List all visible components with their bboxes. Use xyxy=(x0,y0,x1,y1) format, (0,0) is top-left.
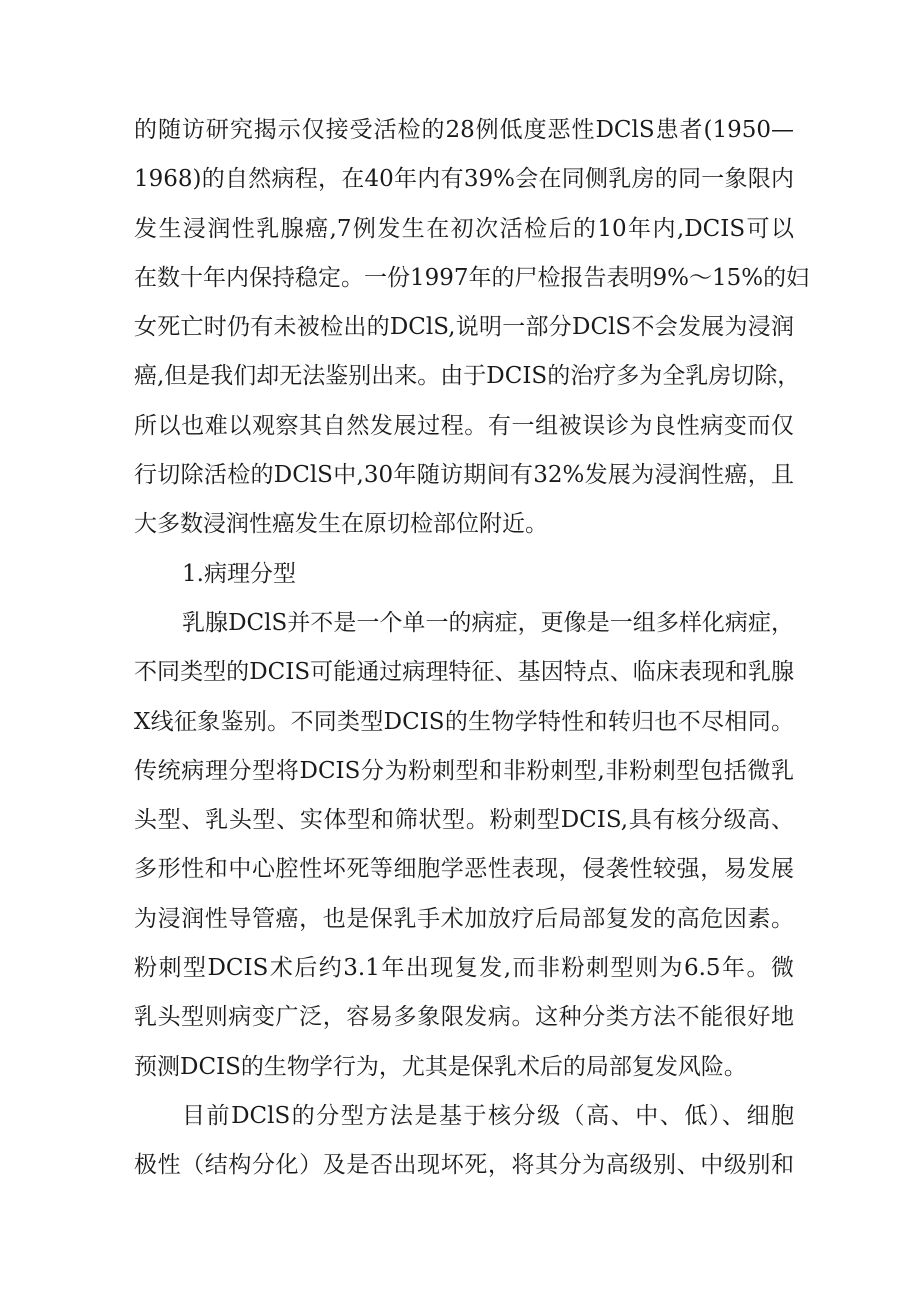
text-line: 女死亡时仍有未被检出的DClS,说明一部分DClS不会发展为浸润 xyxy=(134,314,794,341)
text-line: 乳腺DClS并不是一个单一的病症，更像是一组多样化病症， xyxy=(182,609,794,636)
section-heading: 1.病理分型 xyxy=(182,560,296,587)
text-line: 大多数浸润性癌发生在原切检部位附近。 xyxy=(134,511,548,538)
text-line: 1968)的自然病程，在40年内有39%会在同侧乳房的同一象限内 xyxy=(134,166,794,193)
text-line: 预测DCIS的生物学行为，尤其是保乳术后的局部复发风险。 xyxy=(134,1053,747,1080)
text-line: 不同类型的DCIS可能通过病理特征、基因特点、临床表现和乳腺 xyxy=(134,659,794,686)
paragraph-natural-history xyxy=(134,110,810,554)
text-line: 行切除活检的DClS中,30年随访期间有32%发展为浸润性癌，且 xyxy=(134,462,794,489)
text-line: 所以也难以观察其自然发展过程。有一组被误诊为良性病变而仅 xyxy=(134,412,794,439)
text-line: X线征象鉴别。不同类型DCIS的生物学特性和转归也不尽相同。 xyxy=(134,708,794,735)
text-line: 粉刺型DCIS术后约3.1年出现复发,而非粉刺型则为6.5年。微 xyxy=(134,955,794,982)
text-line: 在数十年内保持稳定。一份1997年的尸检报告表明9%～15%的妇 xyxy=(134,264,810,291)
text-line: 的随访研究揭示仅接受活检的28例低度恶性DClS患者(1950— xyxy=(134,117,794,143)
text-line: 为浸润性导管癌，也是保乳手术加放疗后局部复发的高危因素。 xyxy=(134,905,794,932)
text-line: 乳头型则病变广泛，容易多象限发病。这种分类方法不能很好地 xyxy=(134,1004,794,1031)
text-line: 癌,但是我们却无法鉴别出来。由于DCIS的治疗多为全乳房切除， xyxy=(134,363,801,390)
text-line: 多形性和中心腔性坏死等细胞学恶性表现，侵袭性较强，易发展 xyxy=(134,856,794,883)
text-line: 头型、乳头型、实体型和筛状型。粉刺型DCIS,具有核分级高、 xyxy=(134,807,794,834)
document-body xyxy=(134,110,810,1195)
paragraph-current-classification xyxy=(134,1096,794,1195)
text-line: 发生浸润性乳腺癌,7例发生在初次活检后的10年内,DCIS可以 xyxy=(134,215,794,242)
text-line: 极性（结构分化）及是否出现坏死，将其分为高级别、中级别和 xyxy=(134,1152,794,1179)
text-line: 传统病理分型将DCIS分为粉刺型和非粉刺型,非粉刺型包括微乳 xyxy=(134,757,794,784)
text-line: 目前DClS的分型方法是基于核分级（高、中、低）、细胞 xyxy=(182,1102,794,1129)
paragraph-pathology-types xyxy=(134,603,794,1096)
